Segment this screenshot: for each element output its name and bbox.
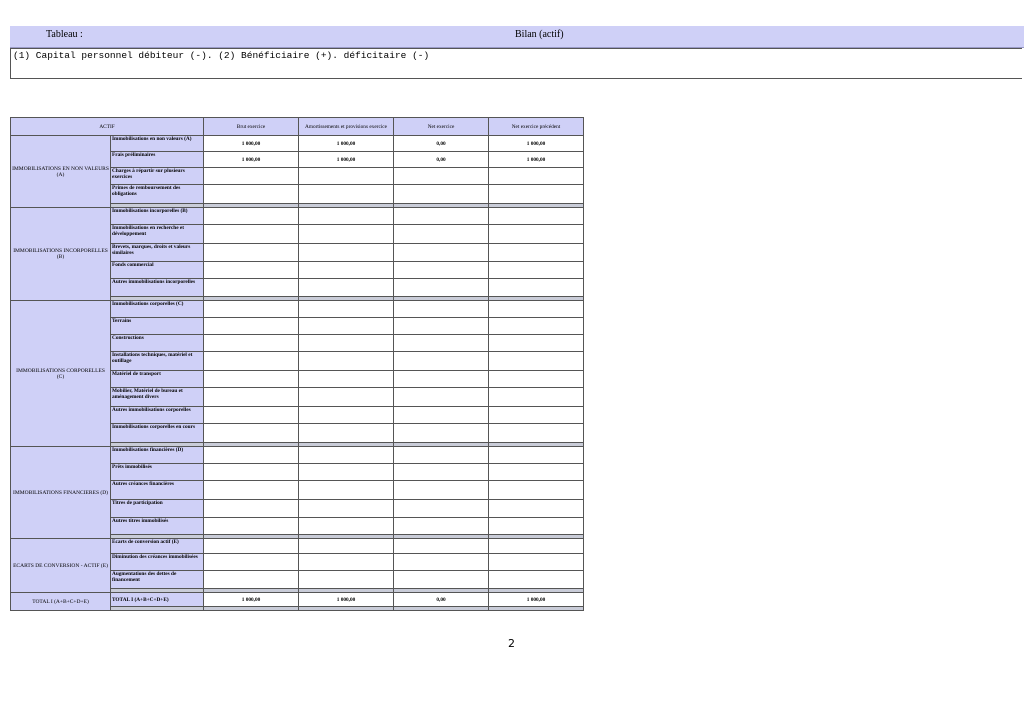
- row-label: Matériel de transport: [111, 371, 204, 388]
- value-cell: [489, 335, 584, 352]
- row-label: Diminution des créances immobilisées: [111, 554, 204, 571]
- value-cell: [394, 464, 489, 481]
- value-cell: [299, 388, 394, 407]
- value-cell: [204, 539, 299, 554]
- value-cell: [204, 225, 299, 244]
- total-row: [11, 593, 584, 607]
- value-cell: [204, 262, 299, 279]
- value-cell: [394, 244, 489, 262]
- table-row: [11, 447, 584, 464]
- value-cell: 1 000,00: [299, 152, 394, 168]
- value-cell: [299, 208, 394, 225]
- value-cell: [394, 371, 489, 388]
- section-label: IMMOBILISATIONS INCORPORELLES (B): [11, 208, 111, 301]
- value-cell: [299, 464, 394, 481]
- value-cell: [299, 447, 394, 464]
- value-cell: [299, 335, 394, 352]
- row-label: Titres de participation: [111, 500, 204, 518]
- separator-cell: [299, 607, 394, 611]
- value-cell: [204, 208, 299, 225]
- table-header-row: [11, 118, 584, 136]
- row-label: Charges à répartir sur plusieurs exercices: [111, 168, 204, 185]
- value-cell: [299, 371, 394, 388]
- value-cell: [489, 464, 584, 481]
- value-cell: [204, 571, 299, 589]
- value-cell: [204, 447, 299, 464]
- value-cell: [394, 500, 489, 518]
- page-title: Bilan (actif): [515, 29, 564, 40]
- value-cell: [489, 424, 584, 443]
- value-cell: [204, 554, 299, 571]
- table-row: [11, 208, 584, 225]
- column-header: Amortissements et provisions exercice: [299, 118, 394, 136]
- value-cell: [489, 244, 584, 262]
- value-cell: [394, 225, 489, 244]
- value-cell: [489, 279, 584, 297]
- value-cell: [299, 279, 394, 297]
- total-value: 1 000,00: [204, 593, 299, 607]
- footnote: (1) Capital personnel débiteur (-). (2) Bénéficiaire (+). déficitaire (-): [10, 48, 1022, 79]
- value-cell: [394, 518, 489, 535]
- separator-cell: [204, 607, 299, 611]
- value-cell: [489, 518, 584, 535]
- value-cell: [299, 185, 394, 204]
- value-cell: 0,00: [394, 152, 489, 168]
- value-cell: [489, 185, 584, 204]
- row-label: Immobilisations en recherche et développement: [111, 225, 204, 244]
- value-cell: [394, 554, 489, 571]
- value-cell: [394, 185, 489, 204]
- table-header-bar: [10, 26, 1024, 48]
- table-row: [11, 136, 584, 152]
- value-cell: 1 000,00: [204, 152, 299, 168]
- value-cell: [299, 518, 394, 535]
- total-value: 0,00: [394, 593, 489, 607]
- value-cell: [394, 335, 489, 352]
- value-cell: [299, 225, 394, 244]
- value-cell: [394, 352, 489, 371]
- value-cell: [204, 301, 299, 318]
- section-label: IMMOBILISATIONS EN NON VALEURS (A): [11, 136, 111, 208]
- value-cell: 1 000,00: [489, 152, 584, 168]
- table-row: [11, 539, 584, 554]
- table-row: [11, 301, 584, 318]
- value-cell: [489, 447, 584, 464]
- row-label: Primes de remboursement des obligations: [111, 185, 204, 204]
- column-header: ACTIF: [11, 118, 204, 136]
- row-label: Frais préliminaires: [111, 152, 204, 168]
- value-cell: [394, 539, 489, 554]
- value-cell: [299, 262, 394, 279]
- section-label: IMMOBILISATIONS FINANCIERES (D): [11, 447, 111, 539]
- value-cell: [489, 208, 584, 225]
- value-cell: [204, 388, 299, 407]
- value-cell: [489, 481, 584, 500]
- value-cell: [489, 318, 584, 335]
- value-cell: [489, 388, 584, 407]
- value-cell: [489, 554, 584, 571]
- value-cell: [204, 481, 299, 500]
- page-number: 2: [508, 637, 515, 650]
- separator-cell: [394, 607, 489, 611]
- value-cell: [299, 424, 394, 443]
- value-cell: [299, 168, 394, 185]
- column-header: Brut exercice: [204, 118, 299, 136]
- value-cell: [204, 352, 299, 371]
- row-label: Autres titres immobilisés: [111, 518, 204, 535]
- row-label: Immobilisations financières (D): [111, 447, 204, 464]
- value-cell: [394, 424, 489, 443]
- separator-cell: [489, 607, 584, 611]
- value-cell: [489, 500, 584, 518]
- row-label: Immobilisations en non valeurs (A): [111, 136, 204, 152]
- value-cell: [204, 335, 299, 352]
- total-value: 1 000,00: [489, 593, 584, 607]
- row-label: Augmentations des dettes de financement: [111, 571, 204, 589]
- value-cell: [489, 407, 584, 424]
- row-label: Prêts immobilisés: [111, 464, 204, 481]
- column-header: Net exercice précédent: [489, 118, 584, 136]
- column-header: Net exercice: [394, 118, 489, 136]
- balance-sheet-table: [10, 117, 584, 611]
- value-cell: [394, 262, 489, 279]
- row-label: Ecarts de conversion actif (E): [111, 539, 204, 554]
- value-cell: [394, 388, 489, 407]
- value-cell: 1 000,00: [489, 136, 584, 152]
- section-label: IMMOBILISATIONS CORPORELLES (C): [11, 301, 111, 447]
- value-cell: [204, 244, 299, 262]
- total-label: TOTAL I (A+B+C+D+E): [111, 593, 204, 607]
- value-cell: [394, 279, 489, 297]
- section-label: ECARTS DE CONVERSION - ACTIF (E): [11, 539, 111, 593]
- value-cell: [489, 371, 584, 388]
- value-cell: [394, 318, 489, 335]
- value-cell: [204, 407, 299, 424]
- separator-cell: [111, 607, 204, 611]
- row-label: Immobilisations incorporelles (B): [111, 208, 204, 225]
- row-label: Immobilisations corporelles (C): [111, 301, 204, 318]
- value-cell: [299, 481, 394, 500]
- value-cell: [299, 301, 394, 318]
- value-cell: [204, 371, 299, 388]
- value-cell: [299, 352, 394, 371]
- value-cell: [299, 318, 394, 335]
- value-cell: [489, 352, 584, 371]
- value-cell: [204, 464, 299, 481]
- row-label: Constructions: [111, 335, 204, 352]
- row-label: Autres immobilisations incorporelles: [111, 279, 204, 297]
- value-cell: [299, 244, 394, 262]
- value-cell: 0,00: [394, 136, 489, 152]
- value-cell: [394, 407, 489, 424]
- value-cell: 1 000,00: [204, 136, 299, 152]
- value-cell: [299, 407, 394, 424]
- value-cell: [204, 185, 299, 204]
- value-cell: [204, 318, 299, 335]
- row-label: Terrains: [111, 318, 204, 335]
- row-label: Fonds commercial: [111, 262, 204, 279]
- row-label: Mobilier, Matériel de bureau et aménagement divers: [111, 388, 204, 407]
- total-section-label: TOTAL I (A+B+C+D+E): [11, 593, 111, 611]
- value-cell: 1 000,00: [299, 136, 394, 152]
- value-cell: [489, 262, 584, 279]
- value-cell: [204, 500, 299, 518]
- row-label: Installations techniques, matériel et outillage: [111, 352, 204, 371]
- value-cell: [394, 481, 489, 500]
- value-cell: [299, 554, 394, 571]
- value-cell: [394, 447, 489, 464]
- total-value: 1 000,00: [299, 593, 394, 607]
- value-cell: [489, 539, 584, 554]
- value-cell: [489, 301, 584, 318]
- row-label: Immobilisations corporelles en cours: [111, 424, 204, 443]
- value-cell: [394, 208, 489, 225]
- value-cell: [489, 571, 584, 589]
- value-cell: [299, 539, 394, 554]
- value-cell: [394, 301, 489, 318]
- value-cell: [394, 168, 489, 185]
- value-cell: [204, 279, 299, 297]
- value-cell: [204, 518, 299, 535]
- value-cell: [204, 168, 299, 185]
- value-cell: [204, 424, 299, 443]
- table-label: Tableau :: [46, 29, 83, 40]
- row-label: Autres créances financières: [111, 481, 204, 500]
- value-cell: [489, 225, 584, 244]
- value-cell: [394, 571, 489, 589]
- value-cell: [299, 500, 394, 518]
- row-label: Autres immobilisations corporelles: [111, 407, 204, 424]
- value-cell: [299, 571, 394, 589]
- row-label: Brevets, marques, droits et valeurs similaires: [111, 244, 204, 262]
- value-cell: [489, 168, 584, 185]
